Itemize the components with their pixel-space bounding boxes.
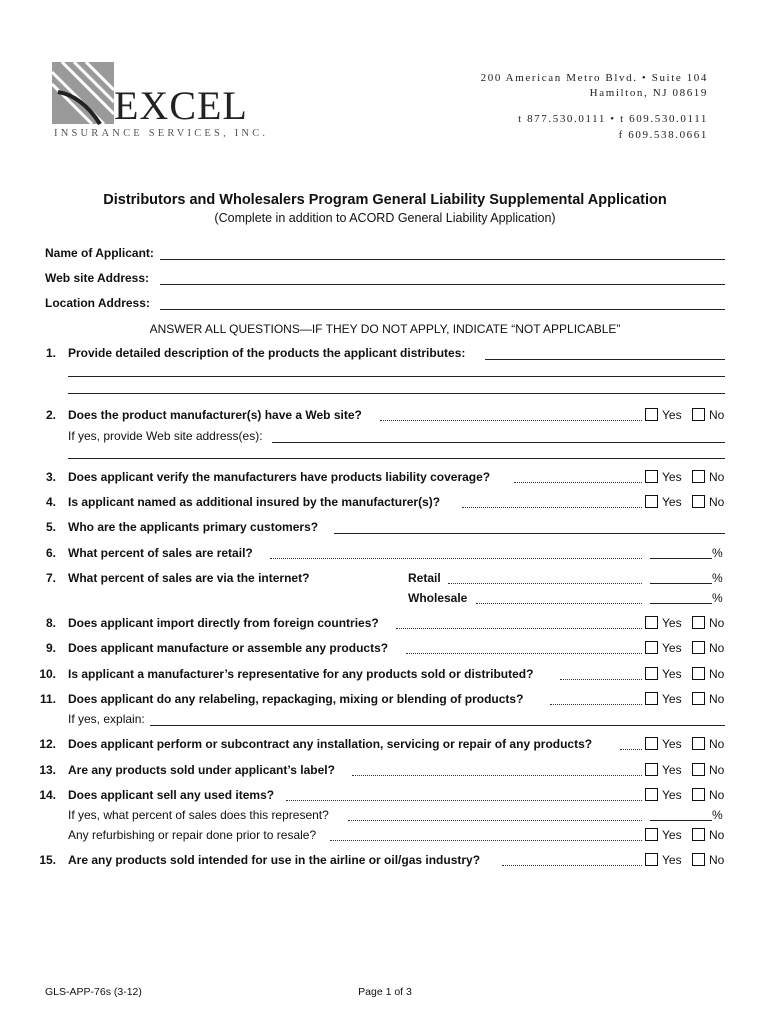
- no-label: No: [709, 641, 725, 655]
- yes-checkbox[interactable]: [645, 641, 658, 654]
- yes-no-choice: [645, 853, 755, 868]
- question-number: 11.: [39, 692, 56, 706]
- no-checkbox[interactable]: [692, 495, 705, 508]
- question-subtext: If yes, what percent of sales does this represent?: [68, 808, 329, 822]
- question-3: [0, 470, 770, 488]
- phone-line: t 877.530.0111 • t 609.530.0111: [518, 113, 708, 125]
- q2-sub: [0, 429, 770, 447]
- leader-dots: [476, 603, 642, 604]
- yes-checkbox[interactable]: [645, 692, 658, 705]
- leader-dots: [560, 679, 642, 680]
- q1-answer-line-3[interactable]: [68, 393, 725, 394]
- no-label: No: [709, 737, 725, 751]
- location-address-row: [0, 296, 770, 314]
- q2-website-field[interactable]: [272, 442, 725, 443]
- leader-dots: [448, 583, 642, 584]
- yes-label: Yes: [662, 692, 682, 706]
- yes-label: Yes: [662, 828, 682, 842]
- yes-no-choice: [645, 763, 755, 778]
- yes-no-choice: [645, 470, 755, 485]
- no-checkbox[interactable]: [692, 737, 705, 750]
- leader-dots: [406, 653, 642, 654]
- no-checkbox[interactable]: [692, 667, 705, 680]
- q1-answer-line-2[interactable]: [68, 376, 725, 377]
- yes-label: Yes: [662, 763, 682, 777]
- website-address-row: [0, 271, 770, 289]
- no-label: No: [709, 495, 725, 509]
- question-text: Is applicant a manufacturer’s representative for any products sold or distributed?: [68, 667, 534, 681]
- yes-checkbox[interactable]: [645, 828, 658, 841]
- no-label: No: [709, 408, 725, 422]
- yes-label: Yes: [662, 616, 682, 630]
- question-number: 12.: [39, 737, 56, 751]
- leader-dots: [620, 749, 642, 750]
- logo-word: EXCEL: [114, 83, 248, 128]
- question-number: 10.: [39, 667, 56, 681]
- question-15: [0, 853, 770, 871]
- question-4: [0, 495, 770, 513]
- name-of-applicant-row: [0, 246, 770, 264]
- address-line-2: Hamilton, NJ 08619: [589, 87, 708, 99]
- question-number: 9.: [45, 641, 56, 655]
- yes-no-choice: [645, 408, 755, 423]
- no-checkbox[interactable]: [692, 853, 705, 866]
- yes-label: Yes: [662, 667, 682, 681]
- no-label: No: [709, 470, 725, 484]
- question-text: Are any products sold under applicant’s label?: [68, 763, 335, 777]
- question-text: What percent of sales are via the internet?: [68, 571, 310, 585]
- question-9: [0, 641, 770, 659]
- leader-dots: [550, 704, 642, 705]
- question-5: [0, 520, 770, 538]
- q11-sub: [0, 712, 770, 730]
- leader-dots: [286, 800, 642, 801]
- question-11: [0, 692, 770, 710]
- yes-no-choice: [645, 737, 755, 752]
- no-label: No: [709, 853, 725, 867]
- no-label: No: [709, 667, 725, 681]
- yes-no-choice: [645, 667, 755, 682]
- q7-retail-percent-field[interactable]: [650, 583, 712, 584]
- question-text: Does applicant manufacture or assemble any products?: [68, 641, 389, 655]
- yes-checkbox[interactable]: [645, 495, 658, 508]
- leader-dots: [502, 865, 642, 866]
- question-number: 3.: [45, 470, 56, 484]
- question-7: [0, 571, 770, 589]
- no-checkbox[interactable]: [692, 641, 705, 654]
- question-text: Does applicant do any relabeling, repackaging, mixing or blending of products?: [68, 692, 524, 706]
- yes-no-choice: [645, 788, 755, 803]
- yes-checkbox[interactable]: [645, 470, 658, 483]
- yes-label: Yes: [662, 788, 682, 802]
- question-number: 4.: [45, 495, 56, 509]
- yes-label: Yes: [662, 408, 682, 422]
- leader-dots: [514, 482, 642, 483]
- question-6: [0, 546, 770, 564]
- yes-no-choice: [645, 641, 755, 656]
- website-address-label: Web site Address:: [45, 271, 150, 285]
- leader-dots: [380, 420, 642, 421]
- name-of-applicant-field[interactable]: [160, 259, 725, 260]
- question-subtext: If yes, explain:: [68, 712, 145, 726]
- q14-sub-percent: [0, 808, 770, 826]
- leader-dots: [330, 840, 642, 841]
- fax-line: f 609.538.0661: [618, 129, 708, 141]
- q2-answer-line-2[interactable]: [68, 458, 725, 459]
- no-checkbox[interactable]: [692, 408, 705, 421]
- question-subtext: If yes, provide Web site address(es):: [68, 429, 263, 443]
- form-title: Distributors and Wholesalers Program General Liability Supplemental Application: [103, 192, 667, 208]
- yes-no-choice: [645, 692, 755, 707]
- q14-sub-refurbish: [0, 828, 770, 846]
- no-label: No: [709, 692, 725, 706]
- no-label: No: [709, 828, 725, 842]
- no-checkbox[interactable]: [692, 616, 705, 629]
- question-number: 13.: [39, 763, 56, 777]
- q11-explain-field[interactable]: [150, 725, 725, 726]
- no-label: No: [709, 616, 725, 630]
- question-number: 14.: [39, 788, 56, 802]
- q7-wholesale-percent-field[interactable]: [650, 603, 712, 604]
- question-14: [0, 788, 770, 806]
- question-text: Is applicant named as additional insured by the manufacturer(s)?: [68, 495, 441, 509]
- percent-sign: %: [712, 546, 723, 560]
- question-number: 2.: [45, 408, 56, 422]
- no-checkbox[interactable]: [692, 828, 705, 841]
- question-2: [0, 408, 770, 426]
- percent-sign: %: [712, 808, 723, 822]
- no-label: No: [709, 763, 725, 777]
- yes-label: Yes: [662, 737, 682, 751]
- leader-dots: [396, 628, 642, 629]
- location-address-field[interactable]: [160, 309, 725, 310]
- yes-label: Yes: [662, 853, 682, 867]
- question-subtext: Any refurbishing or repair done prior to resale?: [68, 828, 317, 842]
- question-number: 1.: [45, 346, 56, 360]
- yes-checkbox[interactable]: [645, 788, 658, 801]
- no-label: No: [709, 788, 725, 802]
- percent-sign: %: [712, 571, 723, 585]
- question-7-wholesale: [0, 591, 770, 609]
- leader-dots: [270, 558, 642, 559]
- q1-answer-line[interactable]: [485, 359, 725, 360]
- instruction-text: ANSWER ALL QUESTIONS—IF THEY DO NOT APPLY, INDICATE “NOT APPLICABLE”: [149, 322, 621, 336]
- company-logo: [52, 62, 269, 142]
- website-address-field[interactable]: [160, 284, 725, 285]
- name-of-applicant-label: Name of Applicant:: [45, 246, 154, 260]
- question-number: 6.: [45, 546, 56, 560]
- no-checkbox[interactable]: [692, 692, 705, 705]
- question-text: Does applicant perform or subcontract any installation, servicing or repair of any products?: [68, 737, 593, 751]
- yes-no-choice: [645, 495, 755, 510]
- wholesale-label: Wholesale: [408, 591, 468, 605]
- question-text: Does applicant verify the manufacturers have products liability coverage?: [68, 470, 491, 484]
- yes-checkbox[interactable]: [645, 667, 658, 680]
- yes-label: Yes: [662, 470, 682, 484]
- q14-percent-field[interactable]: [650, 820, 712, 821]
- question-text: Does applicant sell any used items?: [68, 788, 275, 802]
- question-number: 8.: [45, 616, 56, 630]
- form-id: GLS-APP-76s (3-12): [45, 986, 142, 998]
- question-text: Who are the applicants primary customers?: [68, 520, 319, 534]
- retail-label: Retail: [408, 571, 441, 585]
- question-13: [0, 763, 770, 781]
- location-address-label: Location Address:: [45, 296, 150, 310]
- question-text: What percent of sales are retail?: [68, 546, 253, 560]
- no-checkbox[interactable]: [692, 788, 705, 801]
- logo-subtitle: INSURANCE SERVICES, INC.: [54, 128, 269, 139]
- leader-dots: [462, 507, 642, 508]
- question-number: 7.: [45, 571, 56, 585]
- yes-checkbox[interactable]: [645, 737, 658, 750]
- no-checkbox[interactable]: [692, 470, 705, 483]
- yes-no-choice: [645, 616, 755, 631]
- question-10: [0, 667, 770, 685]
- yes-label: Yes: [662, 641, 682, 655]
- question-text: Provide detailed description of the products the applicant distributes:: [68, 346, 466, 360]
- yes-checkbox[interactable]: [645, 408, 658, 421]
- address-line-1: 200 American Metro Blvd. • Suite 104: [480, 72, 708, 84]
- question-8: [0, 616, 770, 634]
- yes-no-choice: [645, 828, 755, 843]
- form-subtitle: (Complete in addition to ACORD General Liability Application): [214, 211, 556, 225]
- question-number: 15.: [39, 853, 56, 867]
- q6-percent-field[interactable]: [650, 558, 712, 559]
- question-text: Does applicant import directly from foreign countries?: [68, 616, 379, 630]
- leader-dots: [348, 820, 642, 821]
- yes-checkbox[interactable]: [645, 763, 658, 776]
- no-checkbox[interactable]: [692, 763, 705, 776]
- q5-answer-line[interactable]: [334, 533, 725, 534]
- question-1: [0, 346, 770, 364]
- leader-dots: [352, 775, 642, 776]
- yes-checkbox[interactable]: [645, 616, 658, 629]
- percent-sign: %: [712, 591, 723, 605]
- question-text: Are any products sold intended for use in the airline or oil/gas industry?: [68, 853, 481, 867]
- question-12: [0, 737, 770, 755]
- question-text: Does the product manufacturer(s) have a Web site?: [68, 408, 362, 422]
- logo-mark-icon: [52, 62, 114, 128]
- yes-label: Yes: [662, 495, 682, 509]
- question-number: 5.: [45, 520, 56, 534]
- page-number: Page 1 of 3: [358, 986, 412, 998]
- yes-checkbox[interactable]: [645, 853, 658, 866]
